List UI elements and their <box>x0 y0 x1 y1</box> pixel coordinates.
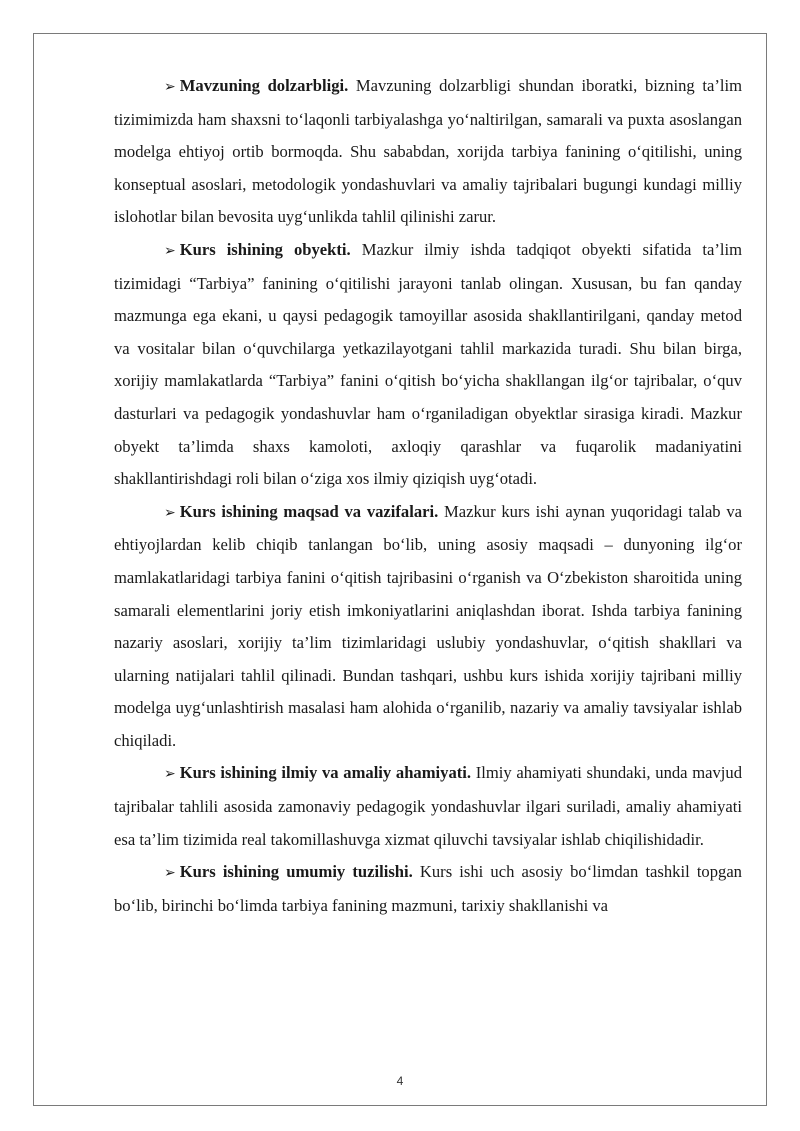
paragraph-text: Mazkur kurs ishi aynan yuqoridagi talab va ehtiyojlardan kelib chiqib tanlangan bo‘lib, uning asosiy maqsadi – dunyoning ilg‘or mamlakatlaridagi tarbiya fanini o‘qitish tajribasini o‘rganish va O‘zbekiston sharoitida uning samarali elementlarini joriy etish imkoniyatlarini aniqlashdan iborat. Ishda tarbiya fanining nazariy asoslari, xorijiy ta’lim tizimlaridagi uslubiy yondashuvlar, o‘qitish shakllari va ularning natijalari tahlil qilinadi. Bundan tashqari, ushbu kurs ishida xorijiy tajribani milliy modelga uyg‘unlashtirish masalasi ham alohida o‘rganilib, nazariy va amaliy tavsiyalar ishlab chiqiladi. <box>114 501 743 750</box>
paragraph-object <box>114 234 742 496</box>
arrow-bullet-icon: ➢ <box>164 504 176 521</box>
paragraph-goals <box>114 496 742 758</box>
arrow-bullet-icon: ➢ <box>164 79 176 95</box>
paragraph-heading: Mavzuning dolzarbligi. <box>179 76 349 95</box>
document-body <box>114 70 742 922</box>
paragraph-heading: Kurs ishining ilmiy va amaliy ahamiyati. <box>179 763 472 783</box>
paragraph-heading: Kurs ishining obyekti. <box>179 239 351 259</box>
paragraph-structure <box>114 856 742 922</box>
page-number: 4 <box>396 1074 404 1088</box>
paragraph-significance <box>114 757 742 856</box>
arrow-bullet-icon: ➢ <box>164 766 176 783</box>
arrow-bullet-icon: ➢ <box>164 242 176 259</box>
paragraph-text: Mazkur ilmiy ishda tadqiqot obyekti sifatida ta’lim tizimidagi “Tarbiya” fanining o‘qitilishi jarayoni tanlab olingan. Xususan, bu fan qanday mazmunga ega ekani, u qaysi pedagogik tamoyillar asosida shakllantirilgani, qanday metod va vositalar bilan o‘quvchilarga yetkazilayotgani tahlil markazida turadi. Shu bilan birga, xorijiy mamlakatlarda “Tarbiya” fanini o‘qitish bo‘yicha shakllangan ilg‘or tajribalar, o‘quv dasturlari va pedagogik yondashuvlar ham o‘rganiladigan obyektlar sirasiga kiradi. Mazkur obyekt ta’limda shaxs kamoloti, axloqiy qarashlar va fuqarolik madaniyatini shakllantirishdagi roli bilan o‘ziga xos ilmiy qiziqish uyg‘otadi. <box>114 239 742 489</box>
arrow-bullet-icon: ➢ <box>164 865 176 882</box>
paragraph-text: Kurs ishi uch asosiy bo‘limdan tashkil topgan bo‘lib, birinchi bo‘limda tarbiya fanining mazmuni, tarixiy shakllanishi va <box>114 862 742 915</box>
paragraph-relevance <box>114 70 742 234</box>
paragraph-heading: Kurs ishining maqsad va vazifalari. <box>179 501 439 521</box>
paragraph-heading: Kurs ishining umumiy tuzilishi. <box>179 862 413 882</box>
paragraph-text: Mavzuning dolzarbligi shundan iboratki, bizning ta’lim tizimimizda ham shaxsni to‘laqonli tarbiyalashga yo‘naltirilgan, samarali va puxta asoslangan modelga ehtiyoj ortib bormoqda. Shu sababdan, xorijda tarbiya fanining o‘qitilishi, uning konseptual asoslari, metodologik yondashuvlari va amaliy tajribalari bugungi kundagi milliy islohotlar bilan bevosita uyg‘unlikda tahlil qilinishi zarur. <box>114 76 742 227</box>
paragraph-text: Ilmiy ahamiyati shundaki, unda mavjud tajribalar tahlili asosida zamonaviy pedagogik yondashuvlar ilgari suriladi, amaliy ahamiyati esa ta’lim tizimida real takomillashuvga xizmat qiluvchi tavsiyalar ishlab chiqilishidadir. <box>114 763 742 849</box>
